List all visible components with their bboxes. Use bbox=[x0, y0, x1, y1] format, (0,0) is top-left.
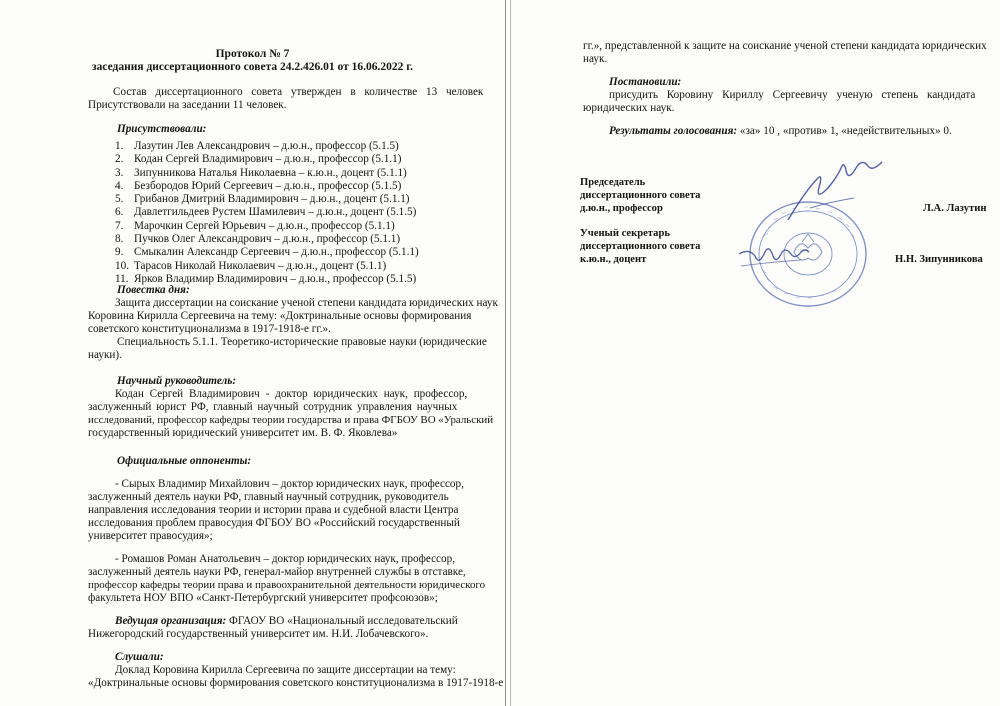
leading-org-line-2: Нижегородский государственный университет им. Н.И. Лобачевского». bbox=[88, 628, 429, 640]
present-heading: Присутствовали: bbox=[117, 123, 207, 135]
list-item: 10. Тарасов Николай Николаевич – д.ю.н., доцент (5.1.1) bbox=[115, 259, 387, 272]
secretary-role-1: Ученый секретарь bbox=[580, 228, 670, 239]
resolved-line-1: присудить Коровину Кириллу Сергеевичу ученую степень кандидата bbox=[609, 89, 976, 101]
list-item: 5. Грибанов Дмитрий Владимирович – д.ю.н., доцент (5.1.1) bbox=[115, 193, 410, 206]
secretary-signature-icon bbox=[735, 232, 815, 277]
resolved-line-2: юридических наук. bbox=[583, 102, 675, 114]
chairman-role-3: д.ю.н., профессор bbox=[580, 203, 663, 214]
present-members-list bbox=[115, 140, 419, 286]
composition-line-2: Присутствовали на заседании 11 человек. bbox=[88, 99, 287, 111]
list-item: 1. Лазутин Лев Александрович – д.ю.н., профессор (5.1.5) bbox=[115, 140, 399, 152]
supervisor-line-1: Кодан Сергей Владимирович - доктор юридических наук, профессор, bbox=[115, 388, 468, 400]
opponents-heading: Официальные оппоненты: bbox=[117, 455, 252, 467]
heard-heading: Слушали: bbox=[115, 651, 164, 663]
supervisor-line-3: исследований, профессор кафедры теории государства и права ФГБОУ ВО «Уральский bbox=[88, 414, 494, 426]
opponent-2-line-4: факультета НОУ ВПО «Санкт-Петербургский университет профсоюзов»; bbox=[88, 592, 438, 604]
agenda-line-1: Защита диссертации на соискание ученой степени кандидата юридических наук bbox=[115, 297, 498, 309]
protocol-title: Протокол № 7 bbox=[215, 48, 290, 60]
list-item: 11. Ярков Владимир Владимирович – д.ю.н., профессор (5.1.5) bbox=[115, 272, 417, 285]
continuation-line-1: гг.», представленной к защите на соискание ученой степени кандидата юридических bbox=[583, 40, 987, 52]
list-item: 7. Марочкин Сергей Юрьевич – д.ю.н., профессор (5.1.1) bbox=[115, 219, 395, 232]
continuation-line-2: наук. bbox=[583, 53, 608, 65]
vote-results: Результаты голосования: «за» 10 , «против» 1, «недействительных» 0. bbox=[609, 125, 952, 137]
agenda-line-4: Специальность 5.1.1. Теоретико-исторические правовые науки (юридические bbox=[117, 336, 487, 348]
supervisor-line-4: государственный юридический университет им. В. Ф. Яковлева» bbox=[88, 427, 398, 439]
chairman-signature-icon bbox=[780, 160, 890, 230]
supervisor-line-2: заслуженный юрист РФ, главный научный сотрудник управления научных bbox=[88, 401, 458, 413]
opponent-1-line-2: заслуженный деятель науки РФ, главный научный сотрудник, руководитель bbox=[88, 491, 449, 503]
secretary-name: Н.Н. Зипунникова bbox=[895, 254, 983, 265]
right-page bbox=[510, 0, 1000, 706]
secretary-role-3: к.ю.н., доцент bbox=[580, 254, 647, 265]
list-item: 3. Зипунникова Наталья Николаевна – к.ю.н., доцент (5.1.1) bbox=[115, 166, 407, 179]
opponent-1-line-3: направления исследования теории и истории права и судебной власти Центра bbox=[88, 504, 459, 516]
composition-line-1: Состав диссертационного совета утвержден в количестве 13 человек bbox=[113, 86, 484, 98]
heard-line-1: Доклад Коровина Кирилла Сергеевича по защите диссертации на тему: bbox=[115, 664, 456, 676]
opponent-2-line-1: - Ромашов Роман Анатольевич – доктор юридических наук, профессор, bbox=[115, 553, 455, 565]
opponent-2-line-2: заслуженный деятель науки РФ, генерал-майор внутренней службы в отставке, bbox=[88, 566, 466, 578]
list-item: 4. Безбородов Юрий Сергеевич – д.ю.н., профессор (5.1.5) bbox=[115, 179, 402, 192]
agenda-line-2: Коровина Кирилла Сергеевича на тему: «Доктринальные основы формирования bbox=[88, 310, 472, 322]
opponent-1-line-1: - Сырых Владимир Михайлович – доктор юридических наук, профессор, bbox=[115, 478, 464, 490]
opponent-2-line-3: профессор кафедры теории права и правоохранительной деятельности юридического bbox=[88, 579, 486, 591]
opponent-1-line-5: университет правосудия»; bbox=[88, 530, 213, 542]
agenda-heading: Повестка дня: bbox=[117, 284, 190, 296]
chairman-role-2: диссертационного совета bbox=[580, 190, 701, 201]
chairman-role-1: Председатель bbox=[580, 177, 646, 188]
list-item: 6. Давлетгильдеев Рустем Шамилевич – д.ю.н., доцент (5.1.5) bbox=[115, 206, 417, 219]
agenda-line-3: советского конституционализма в 1917-1918-е гг.». bbox=[88, 323, 331, 335]
agenda-line-5: науки). bbox=[88, 349, 122, 361]
list-item: 9. Смыкалин Александр Сергеевич – д.ю.н., профессор (5.1.1) bbox=[115, 246, 419, 259]
supervisor-heading: Научный руководитель: bbox=[117, 375, 237, 387]
chairman-name: Л.А. Лазутин bbox=[923, 203, 987, 214]
list-item: 8. Пучков Олег Александрович – д.ю.н., профессор (5.1.1) bbox=[115, 233, 401, 246]
opponent-1-line-4: исследования проблем правосудия ФГБОУ ВО «Российский государственный bbox=[88, 517, 460, 529]
leading-org-line-1: Ведущая организация: ФГАОУ ВО «Национальный исследовательский bbox=[115, 615, 458, 627]
resolved-heading: Постановили: bbox=[609, 76, 682, 88]
list-item: 2. Кодан Сергей Владимирович – д.ю.н., профессор (5.1.1) bbox=[115, 153, 402, 166]
heard-line-2: «Доктринальные основы формирования советского конституционализма в 1917-1918-е bbox=[88, 677, 504, 689]
protocol-subtitle: заседания диссертационного совета 24.2.426.01 от 16.06.2022 г. bbox=[91, 61, 414, 73]
secretary-role-2: диссертационного совета bbox=[580, 241, 701, 252]
